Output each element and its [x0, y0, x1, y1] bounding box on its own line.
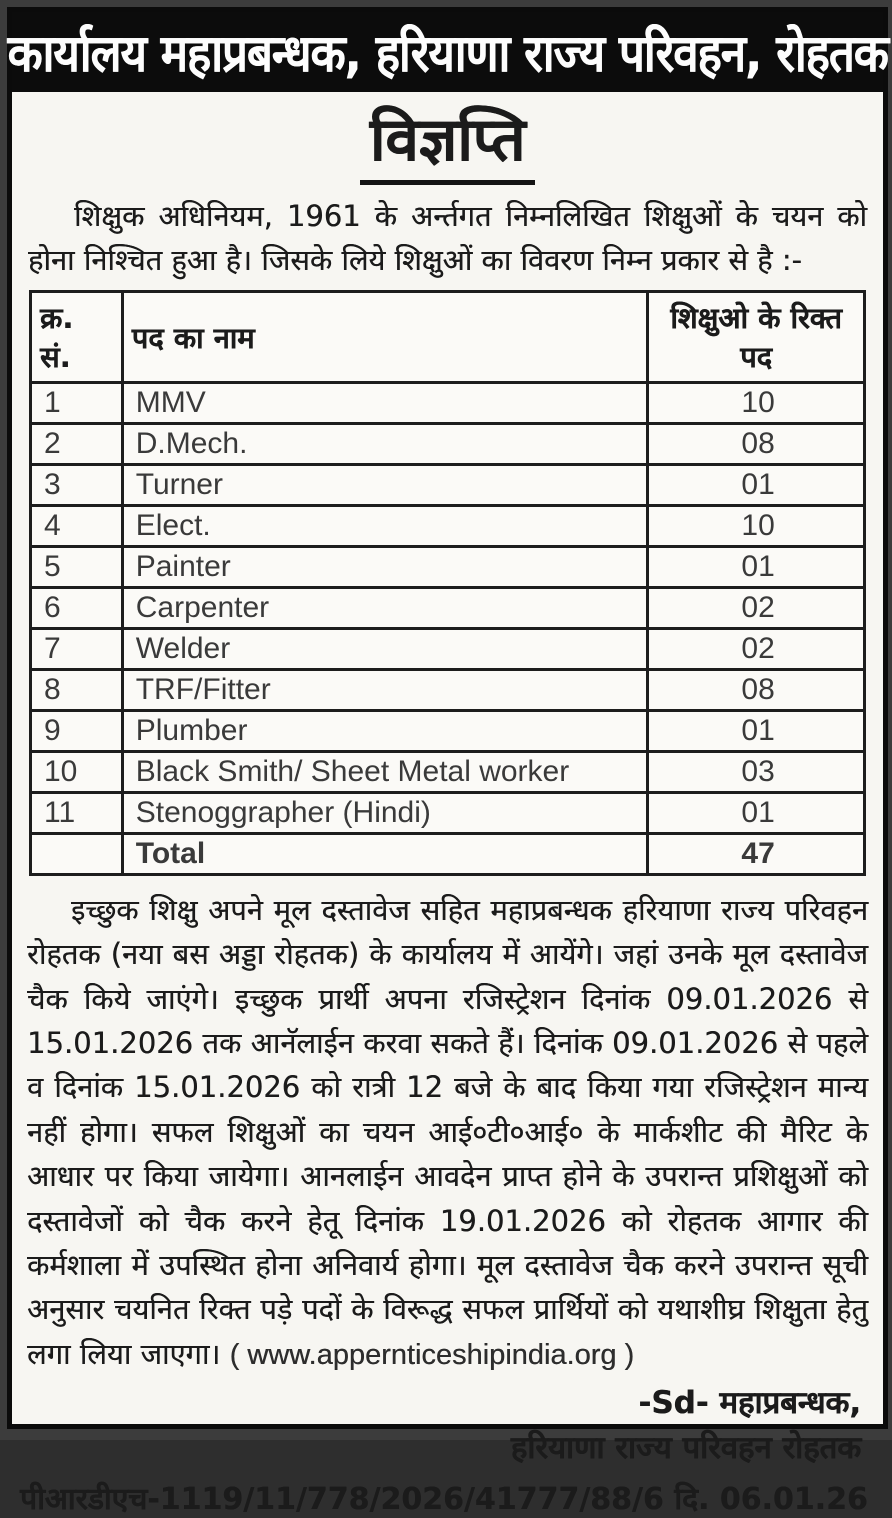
row-post-name: Welder	[122, 629, 647, 670]
vacancy-table-head	[31, 292, 865, 383]
website-text: ( www.appernticeshipindia.org )	[229, 1338, 635, 1371]
row-post-name: MMV	[122, 383, 647, 424]
row-post-name: Black Smith/ Sheet Metal worker	[122, 752, 647, 793]
row-vacancy-count: 08	[648, 670, 865, 711]
table-row	[31, 424, 865, 465]
row-serial: 2	[31, 424, 123, 465]
signature-sd-line: -Sd- महाप्रबन्धक,	[638, 1384, 861, 1421]
row-post-name: Painter	[122, 547, 647, 588]
row-vacancy-count: 01	[648, 465, 865, 506]
table-row	[31, 506, 865, 547]
table-row	[31, 588, 865, 629]
table-row	[31, 383, 865, 424]
row-post-name: Stenoggrapher (Hindi)	[122, 793, 647, 834]
total-value: 47	[648, 834, 865, 875]
row-serial: 4	[31, 506, 123, 547]
row-post-name: Elect.	[122, 506, 647, 547]
row-serial: 10	[31, 752, 123, 793]
signature-block	[12, 1381, 861, 1471]
row-vacancy-count: 01	[648, 793, 865, 834]
row-serial: 11	[31, 793, 123, 834]
table-row	[31, 465, 865, 506]
row-vacancy-count: 10	[648, 506, 865, 547]
row-post-name: Carpenter	[122, 588, 647, 629]
row-serial: 5	[31, 547, 123, 588]
row-post-name: Turner	[122, 465, 647, 506]
header-vacancies: शिक्षुओ के रिक्त पद	[648, 292, 865, 383]
row-serial: 3	[31, 465, 123, 506]
table-row	[31, 670, 865, 711]
row-vacancy-count: 08	[648, 424, 865, 465]
notice-title-wrap	[12, 96, 883, 185]
table-row	[31, 752, 865, 793]
row-post-name: TRF/Fitter	[122, 670, 647, 711]
row-serial: 9	[31, 711, 123, 752]
row-vacancy-count: 02	[648, 629, 865, 670]
row-post-name: Plumber	[122, 711, 647, 752]
notice-paper	[7, 7, 888, 1517]
row-serial: 1	[31, 383, 123, 424]
row-vacancy-count: 01	[648, 711, 865, 752]
row-serial: 8	[31, 670, 123, 711]
intro-paragraph: शिक्षुक अधिनियम, 1961 के अर्न्तगत निम्नलिखित शिक्षुओं के चयन को होना निश्चित हुआ है। जिसके लिये शिक्षुओं का विवरण निम्न प्रकार से है :-	[28, 199, 867, 277]
header-row	[31, 292, 865, 383]
row-vacancy-count: 03	[648, 752, 865, 793]
row-post-name: D.Mech.	[122, 424, 647, 465]
notice-title: विज्ञप्ति	[360, 96, 536, 185]
total-label: Total	[122, 834, 647, 875]
row-vacancy-count: 01	[648, 547, 865, 588]
row-vacancy-count: 10	[648, 383, 865, 424]
body-text: इच्छुक शिक्षु अपने मूल दस्तावेज सहित महाप्रबन्धक हरियाणा राज्य परिवहन रोहतक (नया बस अड्डा रोहतक) के कार्यालय में आयेंगे। जहां उनके मूल दस्तावेज चैक किये जाएंगे। इच्छुक प्रार्थी अपना रजिस्ट्रेशन दिनांक 09.01.2026 से 15.01.2026 तक आनॅलाईन करवा सकते हैं। दिनांक 09.01.2026 से पहले व दिनांक 15.01.2026 को रात्री 12 बजे के बाद किया गया रजिस्ट्रेशन मान्य नहीं होगा। सफल शिक्षुओं का चयन आई०टी०आई० के मार्कशीट की मैरिट के आधार पर किया जायेगा। आनलाईन आवदेन प्राप्त होने के उपरान्त प्रशिक्षुओं को दस्तावेजों को चैक करने हेतू दिनांक 19.01.2026 को रोहतक आगार की कर्मशाला में उपस्थित होना अनिवार्य होगा। मूल दस्तावेज चैक करने उपरान्त सूची अनुसार चयनित रिक्त पड़े पदों के विरूद्ध सफल प्रार्थियों को यथाशीघ्र शिक्षुता हेतु लगा लिया जाएगा।	[27, 893, 868, 1371]
masthead-bar	[7, 12, 888, 92]
row-serial: 7	[31, 629, 123, 670]
header-post-name: पद का नाम	[122, 292, 647, 383]
office-title: कार्यालय महाप्रबन्धक, हरियाणा राज्य परिवहन, रोहतक	[7, 22, 888, 84]
vacancy-table-foot	[31, 834, 865, 875]
body-paragraph	[27, 888, 868, 1377]
total-row	[31, 834, 865, 875]
table-row	[31, 711, 865, 752]
table-row	[31, 547, 865, 588]
row-serial: 6	[31, 588, 123, 629]
table-row	[31, 629, 865, 670]
total-empty-cell	[31, 834, 123, 875]
table-row	[31, 793, 865, 834]
header-serial: क्र. सं.	[31, 292, 123, 383]
signature-org-line: हरियाणा राज्य परिवहन रोहतक	[510, 1429, 861, 1466]
reference-number-line: पीआरडीएच-1119/11/778/2026/41777/88/6 दि. 06.01.26	[20, 1481, 868, 1517]
vacancy-table-body	[31, 383, 865, 834]
vacancy-table	[29, 290, 866, 876]
row-vacancy-count: 02	[648, 588, 865, 629]
